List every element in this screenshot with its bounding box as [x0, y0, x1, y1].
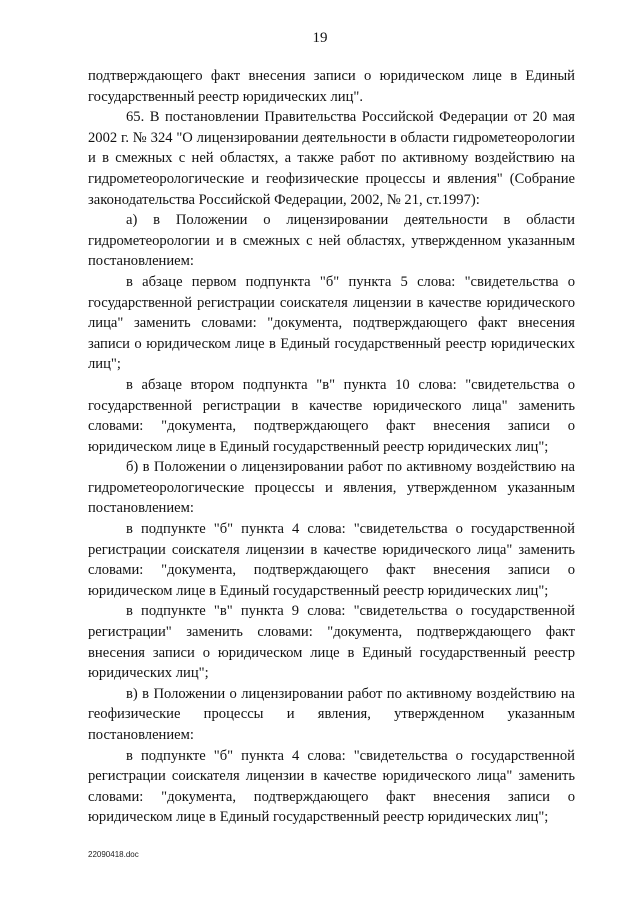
paragraph-amendment: в абзаце первом подпункта "б" пункта 5 слова: "свидетельства о государственной регистрации соискателя лицензии в качестве юридического лица" заменить словами: "документа, подтверждающего факт внесения записи о юридическом лице в Единый государственный реестр юридических лиц";: [88, 273, 575, 373]
paragraph-continuation: подтверждающего факт внесения записи о юридическом лице в Единый государственный реестр юридических лиц".: [88, 68, 575, 105]
paragraph-subitem-a: а) в Положении о лицензировании деятельности в области гидрометеорологии и в смежных с ней областях, утвержденном указанным постановлением:: [88, 212, 575, 270]
paragraph-amendment: в подпункте "в" пункта 9 слова: "свидетельства о государственной регистрации" заменить словами: "документа, подтверждающего факт внесения записи о юридическом лице в Единый государственный реестр юридических лиц";: [88, 603, 575, 682]
paragraph-subitem-b: б) в Положении о лицензировании работ по активному воздействию на гидрометеорологические процессы и явления, утвержденном указанным постановлением:: [88, 459, 575, 517]
paragraph-amendment: в абзаце втором подпункта "в" пункта 10 слова: "свидетельства о государственной регистрации в качестве юридического лица" заменить словами: "документа, подтверждающего факт внесения записи о юридическом лице в Единый государственный реестр юридических лиц";: [88, 376, 575, 455]
document-file-code: 22090418.doc: [88, 850, 139, 859]
page-number: 19: [312, 30, 328, 46]
document-body: [88, 66, 575, 828]
paragraph-amendment: в подпункте "б" пункта 4 слова: "свидетельства о государственной регистрации соискателя лицензии в качестве юридического лица" заменить словами: "документа, подтверждающего факт внесения записи о юридическом лице в Единый государственный реестр юридических лиц";: [88, 747, 575, 826]
paragraph-subitem-v: в) в Положении о лицензировании работ по активному воздействию на геофизические процессы и явления, утвержденном указанным постановлением:: [88, 685, 575, 743]
paragraph-item-65: 65. В постановлении Правительства Российской Федерации от 20 мая 2002 г. № 324 "О лицензировании деятельности в области гидрометеорологии и в смежных с ней областях, а также работ по активному воздействию на гидрометеорологические и геофизические процессы и явления" (Собрание законодательства Российской Федерации, 2002, № 21, ст.1997):: [88, 109, 575, 208]
paragraph-amendment: в подпункте "б" пункта 4 слова: "свидетельства о государственной регистрации соискателя лицензии в качестве юридического лица" заменить словами: "документа, подтверждающего факт внесения записи о юридическом лице в Единый государственный реестр юридических лиц";: [88, 521, 575, 599]
